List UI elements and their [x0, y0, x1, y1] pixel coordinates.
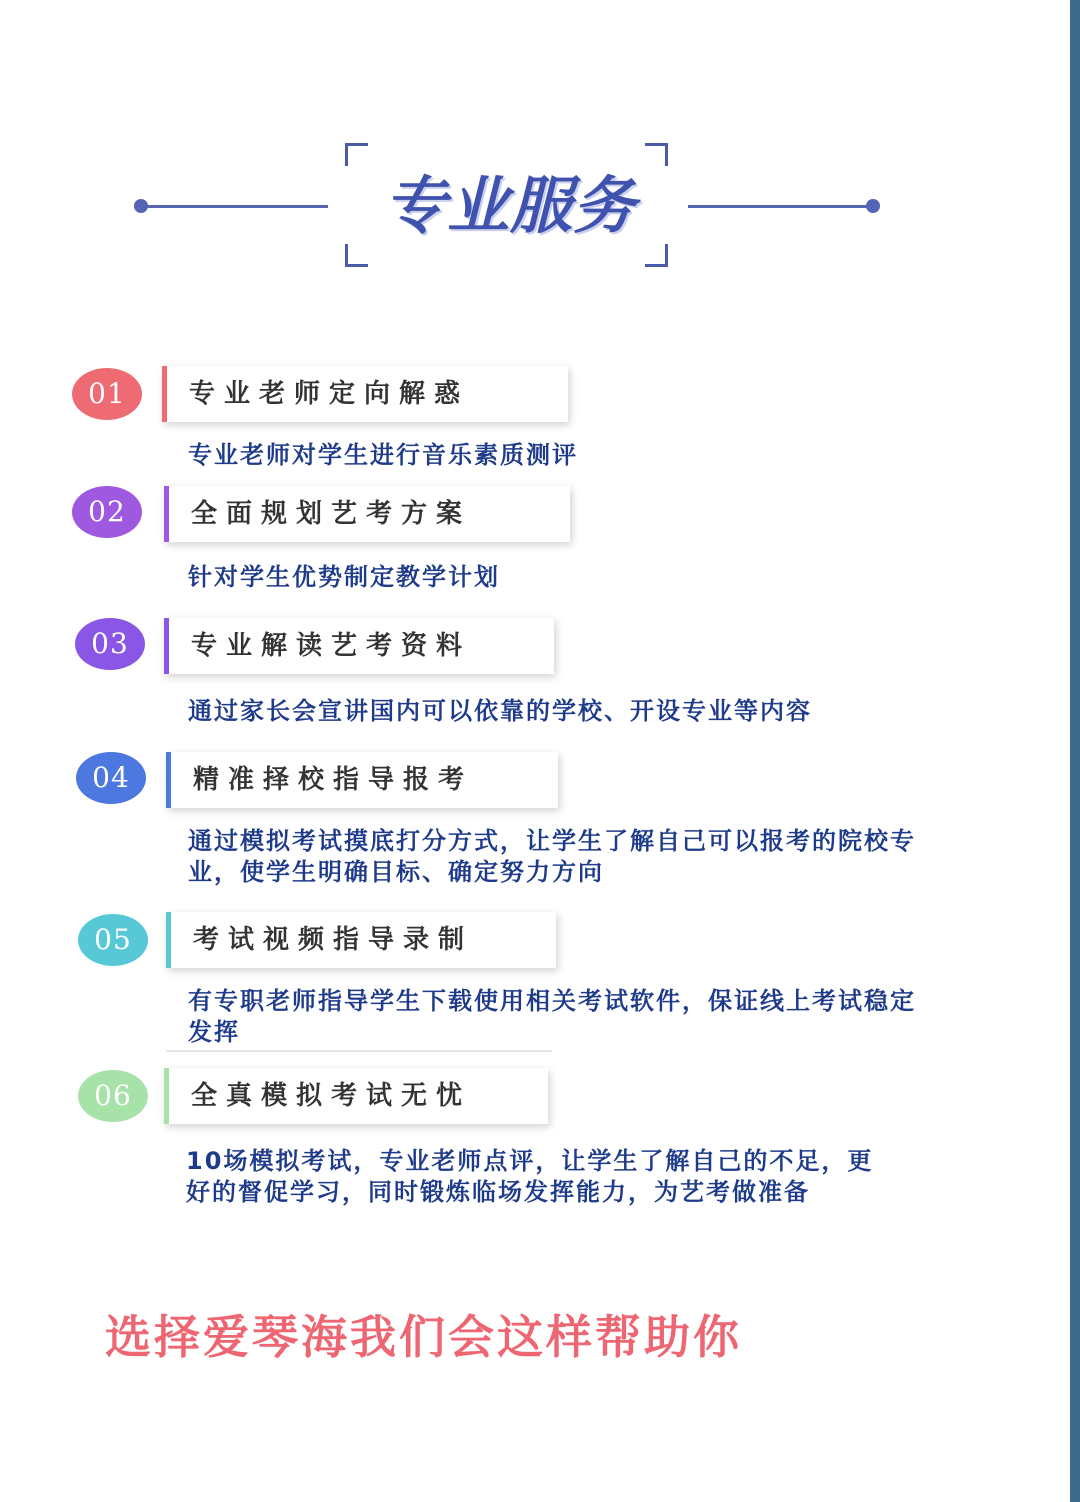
item-title-box	[164, 1068, 548, 1124]
item-number-badge: 01	[72, 368, 142, 420]
item-number-badge: 06	[78, 1070, 148, 1122]
item-title-box	[164, 486, 570, 542]
item-title: 专业解读艺考资料	[191, 631, 472, 661]
item-title-box	[166, 912, 556, 968]
item-title: 全面规划艺考方案	[191, 499, 472, 529]
item-title: 专业老师定向解惑	[189, 379, 470, 409]
item-number-badge: 02	[72, 486, 142, 538]
page-title: 专业服务	[383, 169, 636, 242]
header-dot-left	[134, 199, 148, 213]
item-description: 有专职老师指导学生下载使用相关考试软件，保证线上考试稳定发挥	[188, 987, 916, 1046]
item-description: 专业老师对学生进行音乐素质测评	[188, 441, 578, 469]
header-line-left	[140, 205, 328, 208]
bracket-top-right	[645, 143, 668, 166]
item-title: 全真模拟考试无忧	[191, 1081, 472, 1111]
item-divider	[166, 1050, 552, 1052]
item-title-box	[162, 366, 568, 422]
header-line-right	[688, 205, 874, 208]
bracket-bottom-left	[345, 244, 368, 267]
item-number-badge: 05	[78, 914, 148, 966]
item-title: 精准择校指导报考	[193, 765, 474, 795]
item-title: 考试视频指导录制	[193, 925, 474, 955]
item-title-box	[166, 752, 558, 808]
item-description: 10场模拟考试，专业老师点评，让学生了解自己的不足，更好的督促学习，同时锻炼临场发挥能力，为艺考做准备	[186, 1147, 874, 1206]
item-description: 通过家长会宣讲国内可以依靠的学校、开设专业等内容	[188, 697, 812, 725]
bracket-bottom-right	[645, 244, 668, 267]
section-header	[0, 0, 1080, 300]
item-number-badge: 03	[75, 618, 145, 670]
header-dot-right	[866, 199, 880, 213]
footer-slogan: 选择爱琴海我们会这样帮助你	[105, 1310, 742, 1364]
item-title-box	[164, 618, 554, 674]
item-description: 通过模拟考试摸底打分方式，让学生了解自己可以报考的院校专业，使学生明确目标、确定努力方向	[188, 827, 916, 886]
bracket-top-left	[345, 143, 368, 166]
item-description: 针对学生优势制定教学计划	[188, 563, 500, 591]
item-number-badge: 04	[76, 752, 146, 804]
